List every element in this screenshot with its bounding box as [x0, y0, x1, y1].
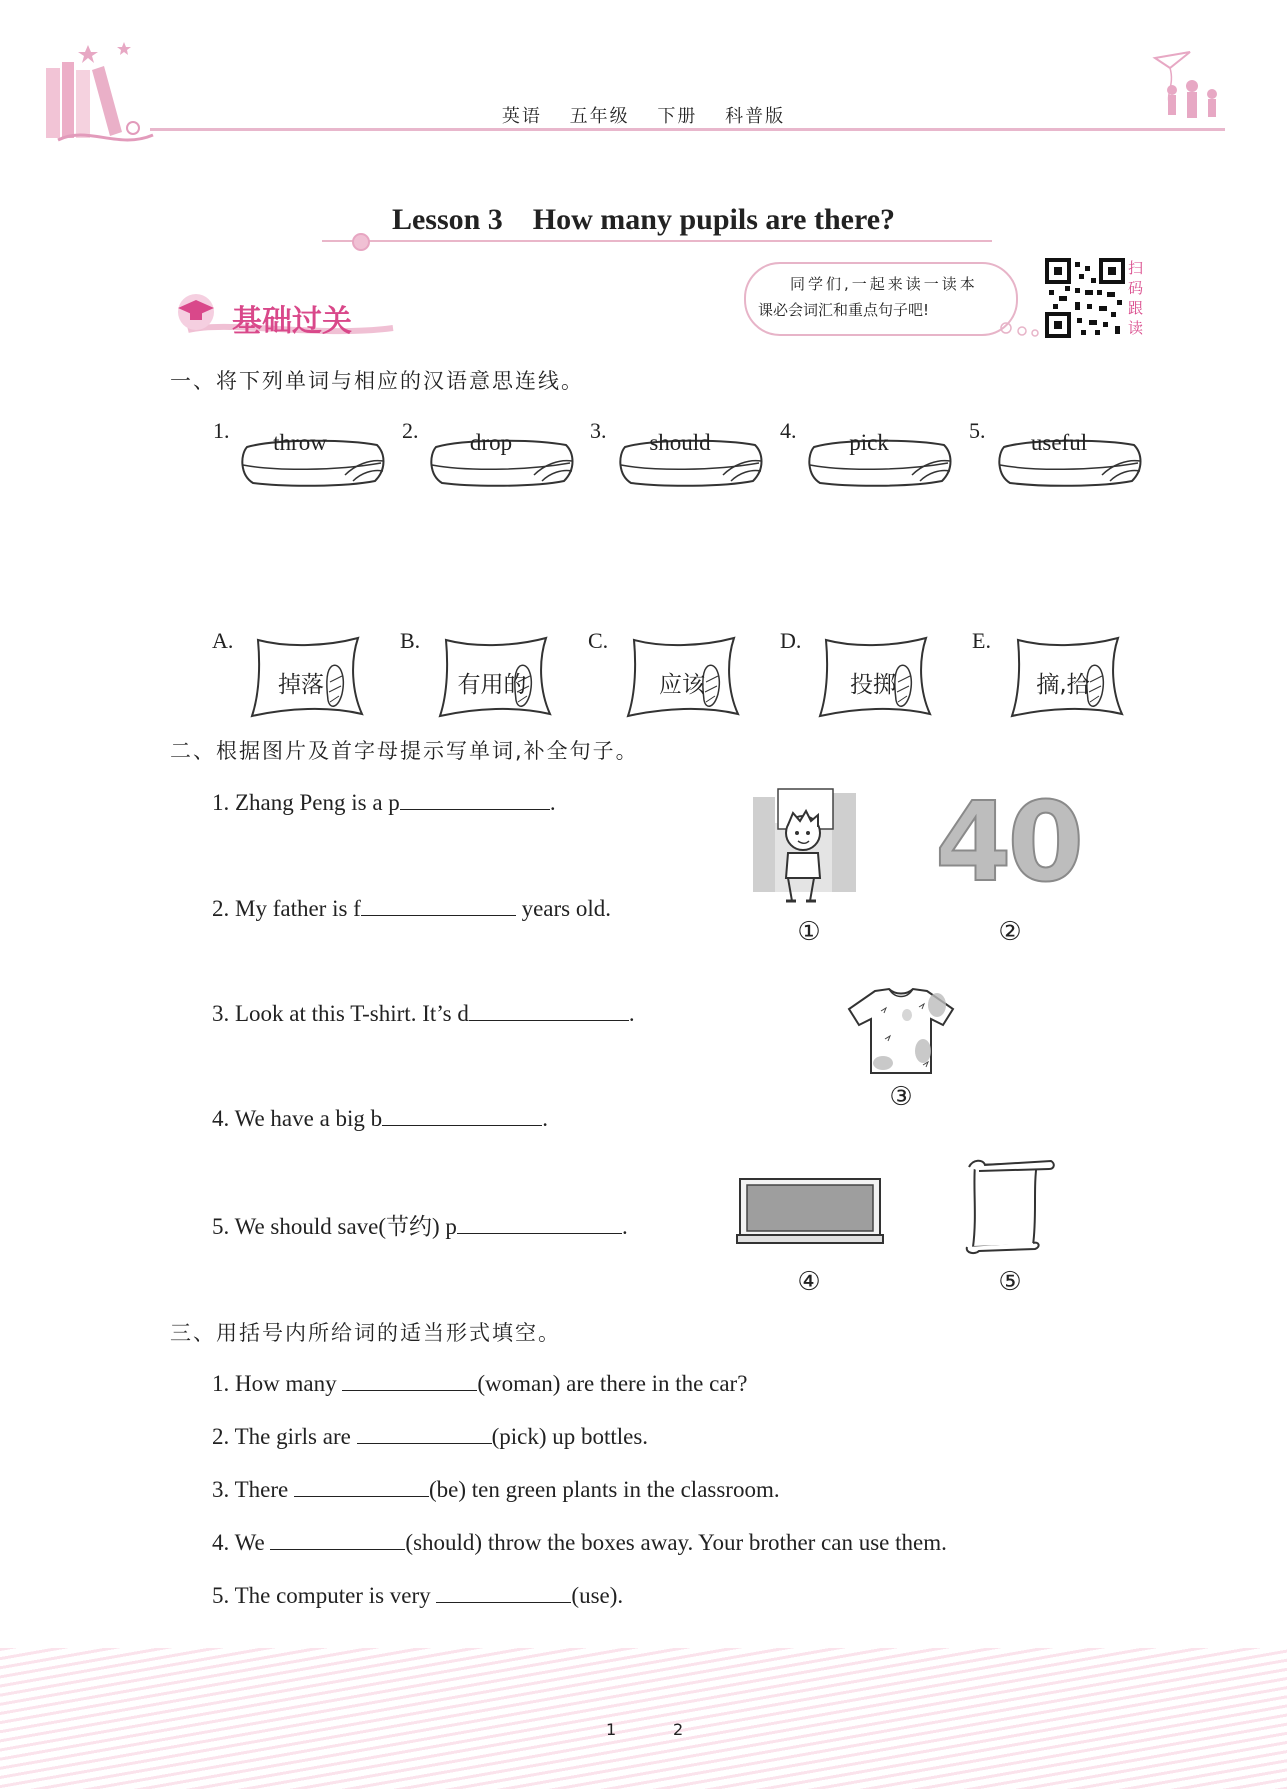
word-number-1: 1.	[213, 418, 230, 443]
word-number-3: 3.	[590, 418, 607, 443]
part3-item-2-post: (pick) up bottles.	[491, 1424, 649, 1449]
part2-sentence-2	[212, 893, 611, 922]
part3-item-1-pre: 1. How many	[212, 1371, 343, 1396]
part2-sentence-1	[212, 787, 556, 816]
part2-s1-pre: 1. Zhang Peng is a p	[212, 790, 400, 815]
meaning-text-b: 有用的	[457, 672, 527, 698]
part3-item-4-post: (should) throw the boxes away. Your brother can use them.	[405, 1530, 947, 1555]
page-number-right: 2	[673, 1720, 684, 1739]
part3-item-1-post: (woman) are there in the car?	[477, 1371, 748, 1396]
part2-s1-post: .	[549, 790, 556, 815]
part3-item-3-pre: 3. There	[212, 1477, 294, 1502]
picture-label-3: ③	[889, 1082, 913, 1112]
word-number-5: 5.	[969, 418, 986, 443]
section-badge-label: 基础过关	[232, 304, 352, 339]
meaning-letter-c: C.	[588, 628, 609, 653]
word-text-1: throw	[273, 430, 327, 455]
header-grade: 五年级	[569, 106, 630, 127]
part3-item-5	[212, 1580, 623, 1609]
meaning-text-c: 应该	[659, 672, 705, 698]
header-divider	[150, 128, 1225, 131]
picture-label-4: ④	[797, 1267, 821, 1297]
part2-s5-post: .	[621, 1214, 628, 1239]
header-edition: 科普版	[725, 106, 786, 127]
meaning-letter-d: D.	[780, 628, 802, 653]
part2-s4-post: .	[542, 1106, 548, 1131]
qr-label: 扫码跟读	[1128, 259, 1144, 337]
meaning-text-e: 摘,拾	[1036, 672, 1090, 698]
part2-s3-post: .	[628, 1001, 635, 1026]
picture-label-1: ①	[797, 917, 821, 947]
blackboard-picture	[735, 1177, 885, 1247]
header-volume: 下册	[657, 106, 698, 127]
picture-label-2: ②	[998, 917, 1022, 947]
bubble-text-line2: 课必会词汇和重点句子吧!	[758, 301, 930, 319]
picture-label-5: ⑤	[998, 1267, 1022, 1297]
paper-scroll-picture	[963, 1157, 1058, 1257]
part3-item-1	[212, 1368, 747, 1397]
page-number-left: 1	[606, 1720, 617, 1739]
lesson-title-underline	[322, 240, 992, 242]
part1-heading: 一、将下列单词与相应的汉语意思连线。	[170, 369, 584, 393]
qr-code-icon[interactable]	[1045, 258, 1125, 338]
part2-s2-pre: 2. My father is f	[212, 896, 361, 921]
word-text-4: pick	[849, 430, 889, 455]
part2-sentence-5	[212, 1208, 628, 1241]
bubble-text-line1: 同学们,一起来读一读本	[790, 275, 978, 293]
lesson-title-dot	[352, 233, 370, 251]
word-number-4: 4.	[780, 418, 797, 443]
lesson-title: Lesson 3 How many pupils are there?	[391, 203, 896, 236]
part3-item-5-post: (use).	[571, 1583, 624, 1608]
meaning-letter-e: E.	[972, 628, 991, 653]
tshirt-picture	[845, 985, 957, 1077]
part2-sentence-3	[212, 998, 635, 1027]
word-text-5: useful	[1030, 430, 1088, 455]
part3-blank-2[interactable]	[357, 1421, 492, 1444]
bubble-tail-dots	[998, 318, 1043, 338]
part3-item-4	[212, 1527, 947, 1556]
part3-blank-4[interactable]	[270, 1527, 405, 1550]
part3-item-3	[212, 1474, 780, 1503]
part3-item-3-post: (be) ten green plants in the classroom.	[428, 1477, 780, 1502]
part2-s2-post: years old.	[515, 896, 611, 921]
meaning-letter-a: A.	[212, 628, 234, 653]
part3-heading: 三、用括号内所给词的适当形式填空。	[170, 1321, 561, 1345]
header-title	[0, 102, 1287, 128]
part3-blank-3[interactable]	[294, 1474, 429, 1497]
footer-band	[0, 1648, 1287, 1789]
part3-blank-1[interactable]	[342, 1368, 477, 1391]
part2-heading: 二、根据图片及首字母提示写单词,补全句子。	[170, 739, 639, 763]
part2-sentence-4	[212, 1103, 548, 1132]
part3-item-4-pre: 4. We	[212, 1530, 271, 1555]
pupil-picture	[748, 783, 863, 908]
header-subject: 英语	[501, 106, 542, 127]
part2-s3-pre: 3. Look at this T-shirt. It’s d	[212, 1001, 469, 1026]
part3-item-2	[212, 1421, 648, 1450]
word-text-2: drop	[469, 430, 513, 455]
part2-s4-pre: 4. We have a big b	[212, 1106, 383, 1131]
header-decoration-left	[38, 40, 158, 150]
part2-s5-pre: 5. We should save(节约) p	[212, 1214, 457, 1239]
part2-blank-4[interactable]	[382, 1103, 542, 1126]
part3-item-2-pre: 2. The girls are	[212, 1424, 357, 1449]
part3-item-5-pre: 5. The computer is very	[212, 1583, 437, 1608]
part2-blank-1[interactable]	[400, 787, 550, 810]
word-text-3: should	[649, 430, 711, 455]
meaning-letter-b: B.	[400, 628, 421, 653]
word-number-2: 2.	[402, 418, 419, 443]
part3-blank-5[interactable]	[436, 1580, 571, 1603]
part2-blank-2[interactable]	[361, 893, 516, 916]
meaning-text-a: 掉落	[278, 672, 324, 698]
part2-blank-3[interactable]	[469, 998, 629, 1021]
part2-blank-5[interactable]	[457, 1211, 622, 1234]
meaning-text-d: 投掷	[850, 672, 896, 698]
forty-picture: 40	[935, 778, 1081, 906]
